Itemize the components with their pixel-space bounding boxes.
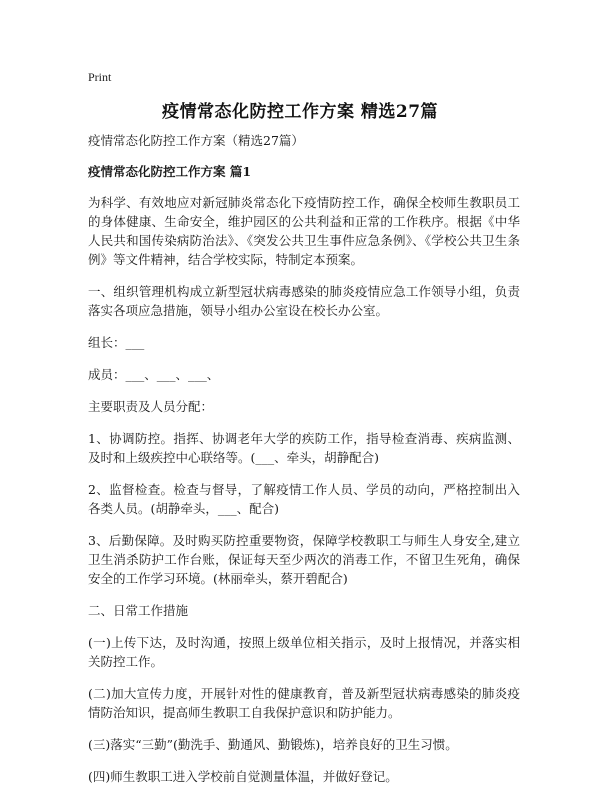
page-title: 疫情常态化防控工作方案 精选27篇 bbox=[161, 102, 439, 122]
paragraph-duty-2: 2、监督检查。检查与督导，了解疫情工作人员、学员的动向，严格控制出入各类人员。(胡静牵头，___、配合) bbox=[88, 482, 520, 516]
paragraph-members: 成员：___、___、___、 bbox=[88, 367, 220, 382]
paragraph-duties-heading: 主要职责及人员分配： bbox=[88, 399, 214, 414]
section-title: 疫情常态化防控工作方案 篇1 bbox=[88, 164, 252, 179]
paragraph-measure-1: (一)上传下达，及时沟通，按照上级单位相关指示，及时上报情况，并落实相关防控工作。 bbox=[88, 635, 520, 669]
paragraph-daily-measures-heading: 二、日常工作措施 bbox=[88, 603, 189, 618]
paragraph-measure-3: (三)落实“三勤”(勤洗手、勤通风、勤锻炼)，培养良好的卫生习惯。 bbox=[88, 737, 458, 752]
paragraph-duty-3: 3、后勤保障。及时购买防控重要物资，保障学校教职工与师生人身安全,建立卫生消杀防护工作台账，保证每天至少两次的消毒工作，不留卫生死角，确保安全的工作学习环境。(林丽牵头，蔡开碧配合) bbox=[88, 533, 520, 586]
paragraph-intro: 为科学、有效地应对新冠肺炎常态化下疫情防控工作，确保全校师生教职员工的身体健康、生命安全，维护园区的公共利益和正常的工作秩序。根据《中华人民共和国传染病防治法》、《突发公共卫生事件应急条例》、《学校公共卫生条例》等文件精神，结合学校实际，特制定本预案。 bbox=[88, 195, 520, 267]
document-body bbox=[88, 131, 520, 799]
paragraph-duty-1: 1、协调防控。指挥、协调老年大学的疾防工作，指导检查消毒、疾病监测、及时和上级疾控中心联络等。(___、牵头，胡静配合) bbox=[88, 431, 520, 465]
paragraph-leader: 组长：___ bbox=[88, 335, 145, 350]
paragraph-organization: 一、组织管理机构成立新型冠状病毒感染的肺炎疫情应急工作领导小组，负责落实各项应急措施，领导小组办公室设在校长办公室。 bbox=[88, 284, 520, 318]
paragraph-measure-2: (二)加大宣传力度，开展针对性的健康教育，普及新型冠状病毒感染的肺炎疫情防治知识，提高师生教职工自我保护意识和防护能力。 bbox=[88, 686, 520, 720]
document-subtitle: 疫情常态化防控工作方案（精选27篇） bbox=[88, 133, 304, 148]
print-label[interactable]: Print bbox=[88, 70, 112, 84]
paragraph-measure-4: (四)师生教职工进入学校前自觉测量体温，并做好登记。 bbox=[88, 769, 398, 784]
